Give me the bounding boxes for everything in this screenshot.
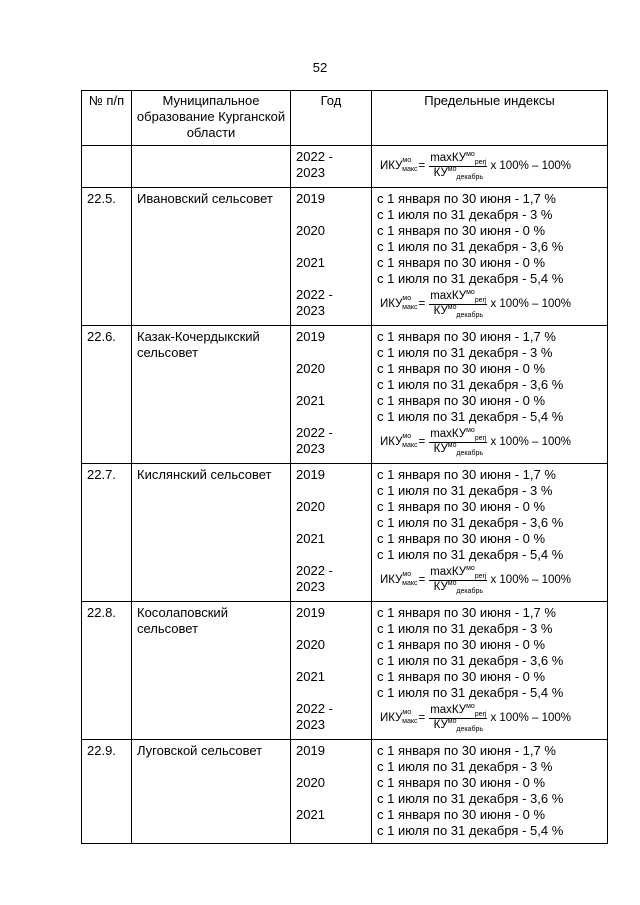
year-range-line2: 2023 bbox=[296, 717, 325, 732]
year-text: 2021 bbox=[296, 393, 325, 408]
year-value bbox=[296, 499, 371, 531]
formula-cell bbox=[377, 563, 607, 597]
row-years bbox=[291, 740, 372, 844]
index-period-pair bbox=[377, 361, 607, 393]
year-value bbox=[296, 361, 371, 393]
formula-lhs: ИКУ bbox=[380, 574, 403, 586]
formula-numerator bbox=[429, 152, 487, 167]
index-period-pair bbox=[377, 499, 607, 531]
index-second-half: с 1 июля по 31 декабря - 5,4 % bbox=[377, 685, 564, 700]
index-period-pair bbox=[377, 393, 607, 425]
formula-fraction bbox=[429, 704, 487, 733]
formula-lhs: ИКУ bbox=[380, 436, 403, 448]
formula-equals: = bbox=[418, 436, 426, 448]
formula-num-sub: perj bbox=[474, 710, 487, 718]
year-range-line2: 2023 bbox=[296, 165, 325, 180]
year-value bbox=[296, 223, 371, 255]
index-first-half: с 1 января по 30 июня - 1,7 % bbox=[377, 605, 556, 620]
index-second-half: с 1 июля по 31 декабря - 3,6 % bbox=[377, 653, 564, 668]
year-range-line2: 2023 bbox=[296, 441, 325, 456]
formula-den-sub: декабрь bbox=[456, 725, 483, 733]
formula-numerator bbox=[429, 566, 487, 581]
index-second-half: с 1 июля по 31 декабря - 5,4 % bbox=[377, 547, 564, 562]
year-range-line1: 2022 - bbox=[296, 287, 333, 302]
year-value bbox=[296, 605, 371, 637]
row-indices bbox=[372, 146, 608, 188]
index-period-pair bbox=[377, 807, 607, 839]
row-municipality: Кислянский сельсовет bbox=[132, 464, 291, 602]
formula-cell bbox=[377, 287, 607, 321]
row-number: 22.8. bbox=[82, 602, 132, 740]
year-value bbox=[296, 467, 371, 499]
year-range bbox=[296, 287, 371, 321]
index-first-half: с 1 января по 30 июня - 1,7 % bbox=[377, 467, 556, 482]
year-value bbox=[296, 775, 371, 807]
formula-num-sub: perj bbox=[474, 296, 487, 304]
ceiling-index-formula bbox=[377, 425, 607, 459]
formula-lhs-sup: мо bbox=[402, 433, 412, 440]
index-period-pair bbox=[377, 605, 607, 637]
formula-fraction bbox=[429, 428, 487, 457]
year-range-line1: 2022 - bbox=[296, 701, 333, 716]
year-text: 2019 bbox=[296, 191, 325, 206]
formula-equals: = bbox=[418, 298, 426, 310]
row-number: 22.7. bbox=[82, 464, 132, 602]
row-number bbox=[82, 146, 132, 188]
formula-num-sup: мо bbox=[466, 288, 475, 296]
formula-lhs-sub: макс bbox=[402, 718, 418, 725]
index-period-pair bbox=[377, 329, 607, 361]
year-text: 2020 bbox=[296, 775, 325, 790]
formula-den-sub: декабрь bbox=[456, 311, 483, 319]
formula-fraction bbox=[429, 566, 487, 595]
index-second-half: с 1 июля по 31 декабря - 3,6 % bbox=[377, 239, 564, 254]
formula-numerator bbox=[429, 290, 487, 305]
formula-den-text: КУ bbox=[433, 166, 448, 179]
formula-numerator bbox=[429, 428, 487, 443]
formula-fraction bbox=[429, 290, 487, 319]
formula-num-sub: perj bbox=[474, 434, 487, 442]
row-indices bbox=[372, 326, 608, 464]
year-value bbox=[296, 637, 371, 669]
index-period-pair bbox=[377, 223, 607, 255]
year-value bbox=[296, 807, 371, 839]
year-text: 2020 bbox=[296, 361, 325, 376]
row-municipality: Казак-Кочердыкский сельсовет bbox=[132, 326, 291, 464]
row-number: 22.9. bbox=[82, 740, 132, 844]
formula-den-text: КУ bbox=[433, 304, 448, 317]
formula-equals: = bbox=[418, 712, 426, 724]
index-first-half: с 1 января по 30 июня - 1,7 % bbox=[377, 743, 556, 758]
formula-den-text: КУ bbox=[433, 580, 448, 593]
index-first-half: с 1 января по 30 июня - 0 % bbox=[377, 637, 546, 652]
ceiling-index-formula bbox=[377, 149, 607, 183]
year-value bbox=[296, 743, 371, 775]
index-period-pair bbox=[377, 531, 607, 563]
index-second-half: с 1 июля по 31 декабря - 5,4 % bbox=[377, 823, 564, 838]
formula-num-text: maxКУ bbox=[430, 703, 467, 716]
tariff-index-table bbox=[81, 90, 608, 844]
year-text: 2021 bbox=[296, 531, 325, 546]
formula-num-sub: perj bbox=[474, 572, 487, 580]
ceiling-index-formula bbox=[377, 563, 607, 597]
formula-lhs-sub: макс bbox=[402, 166, 418, 173]
year-range bbox=[296, 701, 371, 735]
year-value bbox=[296, 393, 371, 425]
year-text: 2020 bbox=[296, 637, 325, 652]
formula-tail: x 100% – 100% bbox=[490, 712, 572, 724]
year-value bbox=[296, 531, 371, 563]
index-second-half: с 1 июля по 31 декабря - 5,4 % bbox=[377, 409, 564, 424]
formula-lhs-sup: мо bbox=[402, 295, 412, 302]
year-text: 2020 bbox=[296, 499, 325, 514]
index-first-half: с 1 января по 30 июня - 0 % bbox=[377, 531, 546, 546]
formula-cell bbox=[377, 701, 607, 735]
header-number: № п/п bbox=[82, 91, 132, 146]
formula-num-sub: perj bbox=[474, 158, 487, 166]
formula-den-sup: мо bbox=[447, 303, 457, 311]
index-first-half: с 1 января по 30 июня - 0 % bbox=[377, 775, 546, 790]
index-first-half: с 1 января по 30 июня - 0 % bbox=[377, 255, 546, 270]
row-number: 22.6. bbox=[82, 326, 132, 464]
formula-denominator bbox=[434, 719, 483, 733]
year-text: 2019 bbox=[296, 743, 325, 758]
table-header-row bbox=[82, 91, 608, 146]
index-period-pair bbox=[377, 467, 607, 499]
year-range bbox=[296, 425, 371, 459]
formula-lhs-sub: макс bbox=[402, 580, 418, 587]
index-second-half: с 1 июля по 31 декабря - 5,4 % bbox=[377, 271, 564, 286]
row-years bbox=[291, 602, 372, 740]
index-second-half: с 1 июля по 31 декабря - 3,6 % bbox=[377, 377, 564, 392]
index-second-half: с 1 июля по 31 декабря - 3 % bbox=[377, 621, 553, 636]
formula-lhs-sup: мо bbox=[402, 571, 412, 578]
row-number: 22.5. bbox=[82, 188, 132, 326]
formula-num-sup: мо bbox=[466, 702, 475, 710]
index-second-half: с 1 июля по 31 декабря - 3,6 % bbox=[377, 515, 564, 530]
index-second-half: с 1 июля по 31 декабря - 3 % bbox=[377, 759, 553, 774]
row-municipality: Косолаповский сельсовет bbox=[132, 602, 291, 740]
formula-den-text: КУ bbox=[433, 442, 448, 455]
index-period-pair bbox=[377, 255, 607, 287]
formula-lhs: ИКУ bbox=[380, 298, 403, 310]
table-row bbox=[82, 740, 608, 844]
page-number: 52 bbox=[312, 60, 328, 75]
year-range bbox=[296, 149, 371, 183]
formula-den-sup: мо bbox=[447, 717, 457, 725]
formula-tail: x 100% – 100% bbox=[490, 574, 572, 586]
year-range-line1: 2022 - bbox=[296, 563, 333, 578]
row-municipality: Луговской сельсовет bbox=[132, 740, 291, 844]
index-second-half: с 1 июля по 31 декабря - 3,6 % bbox=[377, 791, 564, 806]
year-range-line1: 2022 - bbox=[296, 425, 333, 440]
index-period-pair bbox=[377, 743, 607, 775]
formula-tail: x 100% – 100% bbox=[490, 298, 572, 310]
index-first-half: с 1 января по 30 июня - 0 % bbox=[377, 499, 546, 514]
formula-lhs-sup: мо bbox=[402, 157, 412, 164]
index-first-half: с 1 января по 30 июня - 0 % bbox=[377, 361, 546, 376]
row-indices bbox=[372, 602, 608, 740]
index-first-half: с 1 января по 30 июня - 0 % bbox=[377, 393, 546, 408]
index-period-pair bbox=[377, 669, 607, 701]
formula-den-sub: декабрь bbox=[456, 587, 483, 595]
formula-lhs: ИКУ bbox=[380, 160, 403, 172]
formula-lhs-sub: макс bbox=[402, 304, 418, 311]
formula-den-sup: мо bbox=[447, 441, 457, 449]
row-indices bbox=[372, 188, 608, 326]
year-range-line2: 2023 bbox=[296, 303, 325, 318]
year-value bbox=[296, 255, 371, 287]
index-period-pair bbox=[377, 637, 607, 669]
formula-denominator bbox=[434, 305, 483, 319]
formula-num-sup: мо bbox=[466, 564, 475, 572]
formula-denominator bbox=[434, 581, 483, 595]
index-period-pair bbox=[377, 191, 607, 223]
year-text: 2019 bbox=[296, 605, 325, 620]
formula-numerator bbox=[429, 704, 487, 719]
year-text: 2021 bbox=[296, 807, 325, 822]
index-second-half: с 1 июля по 31 декабря - 3 % bbox=[377, 207, 553, 222]
formula-cell bbox=[377, 149, 607, 183]
year-text: 2019 bbox=[296, 467, 325, 482]
row-years bbox=[291, 146, 372, 188]
formula-num-text: maxКУ bbox=[430, 565, 467, 578]
year-text: 2021 bbox=[296, 669, 325, 684]
index-second-half: с 1 июля по 31 декабря - 3 % bbox=[377, 483, 553, 498]
row-indices bbox=[372, 464, 608, 602]
table-row-continuation bbox=[82, 146, 608, 188]
formula-den-sup: мо bbox=[447, 579, 457, 587]
index-first-half: с 1 января по 30 июня - 1,7 % bbox=[377, 191, 556, 206]
row-years bbox=[291, 326, 372, 464]
year-text: 2019 bbox=[296, 329, 325, 344]
table-row bbox=[82, 464, 608, 602]
formula-fraction bbox=[429, 152, 487, 181]
formula-num-sup: мо bbox=[466, 426, 475, 434]
row-municipality: Ивановский сельсовет bbox=[132, 188, 291, 326]
year-value bbox=[296, 669, 371, 701]
index-first-half: с 1 января по 30 июня - 1,7 % bbox=[377, 329, 556, 344]
formula-equals: = bbox=[418, 574, 426, 586]
formula-denominator bbox=[434, 443, 483, 457]
year-range bbox=[296, 563, 371, 597]
formula-tail: x 100% – 100% bbox=[490, 160, 572, 172]
year-value bbox=[296, 191, 371, 223]
year-text: 2020 bbox=[296, 223, 325, 238]
table-row bbox=[82, 188, 608, 326]
year-text: 2021 bbox=[296, 255, 325, 270]
formula-lhs-sub: макс bbox=[402, 442, 418, 449]
year-value bbox=[296, 329, 371, 361]
year-range-line1: 2022 - bbox=[296, 149, 333, 164]
formula-lhs-sup: мо bbox=[402, 709, 412, 716]
header-municipality: Муниципальное образование Курганской области bbox=[132, 91, 291, 146]
formula-num-text: maxКУ bbox=[430, 151, 467, 164]
index-period-pair bbox=[377, 775, 607, 807]
table-row bbox=[82, 326, 608, 464]
ceiling-index-formula bbox=[377, 701, 607, 735]
formula-tail: x 100% – 100% bbox=[490, 436, 572, 448]
index-first-half: с 1 января по 30 июня - 0 % bbox=[377, 807, 546, 822]
formula-cell bbox=[377, 425, 607, 459]
index-first-half: с 1 января по 30 июня - 0 % bbox=[377, 223, 546, 238]
table-row bbox=[82, 602, 608, 740]
index-first-half: с 1 января по 30 июня - 0 % bbox=[377, 669, 546, 684]
formula-equals: = bbox=[418, 160, 426, 172]
formula-den-sup: мо bbox=[447, 165, 457, 173]
row-years bbox=[291, 188, 372, 326]
formula-den-text: КУ bbox=[433, 718, 448, 731]
header-year: Год bbox=[291, 91, 372, 146]
row-municipality bbox=[132, 146, 291, 188]
header-indices: Предельные индексы bbox=[372, 91, 608, 146]
year-range-line2: 2023 bbox=[296, 579, 325, 594]
row-indices bbox=[372, 740, 608, 844]
formula-num-text: maxКУ bbox=[430, 427, 467, 440]
index-second-half: с 1 июля по 31 декабря - 3 % bbox=[377, 345, 553, 360]
formula-denominator bbox=[434, 167, 483, 181]
formula-den-sub: декабрь bbox=[456, 449, 483, 457]
row-years bbox=[291, 464, 372, 602]
formula-num-text: maxКУ bbox=[430, 289, 467, 302]
ceiling-index-formula bbox=[377, 287, 607, 321]
formula-num-sup: мо bbox=[466, 150, 475, 158]
formula-den-sub: декабрь bbox=[456, 173, 483, 181]
formula-lhs: ИКУ bbox=[380, 712, 403, 724]
